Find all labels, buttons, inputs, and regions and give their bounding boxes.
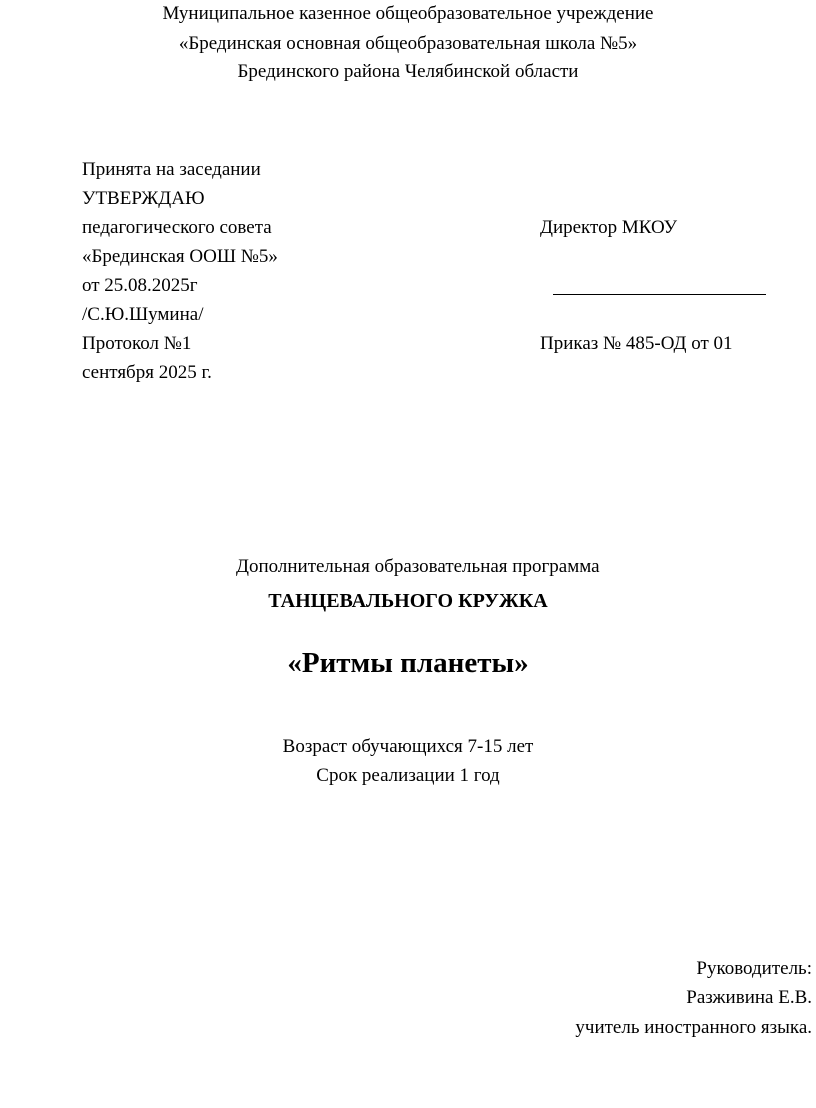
leader-label: Руководитель: xyxy=(696,958,812,979)
header-line-2: «Брединская основная общеобразовательная школа №5» xyxy=(178,33,638,54)
program-caps-title: ТАНЦЕВАЛЬНОГО КРУЖКА xyxy=(268,590,548,612)
approval-left-line-4: «Брединская ООШ №5» xyxy=(82,246,278,267)
approval-left-line-6: /С.Ю.Шумина/ xyxy=(82,304,204,325)
program-age: Возраст обучающихся 7-15 лет xyxy=(282,736,534,757)
approval-order: Приказ № 485-ОД от 01 xyxy=(540,333,733,354)
approval-left-line-1: Принята на заседании xyxy=(82,159,261,180)
program-subtitle: Дополнительная образовательная программа xyxy=(236,556,600,577)
header-line-1: Муниципальное казенное общеобразовательное учреждение xyxy=(162,3,654,24)
approval-left-line-2: УТВЕРЖДАЮ xyxy=(82,188,205,209)
program-name: «Ритмы планеты» xyxy=(287,647,529,679)
approval-director: Директор МКОУ xyxy=(540,217,678,238)
approval-left-line-7: Протокол №1 xyxy=(82,333,192,354)
leader-name: Разживина Е.В. xyxy=(686,987,812,1008)
approval-left-line-3: педагогического совета xyxy=(82,217,272,238)
signature-line xyxy=(553,294,766,295)
leader-position: учитель иностранного языка. xyxy=(575,1017,812,1038)
approval-left-line-5: от 25.08.2025г xyxy=(82,275,198,296)
header-line-3: Брединского района Челябинской области xyxy=(237,61,579,82)
approval-left-line-8: сентября 2025 г. xyxy=(82,362,212,383)
program-duration: Срок реализации 1 год xyxy=(316,765,500,786)
